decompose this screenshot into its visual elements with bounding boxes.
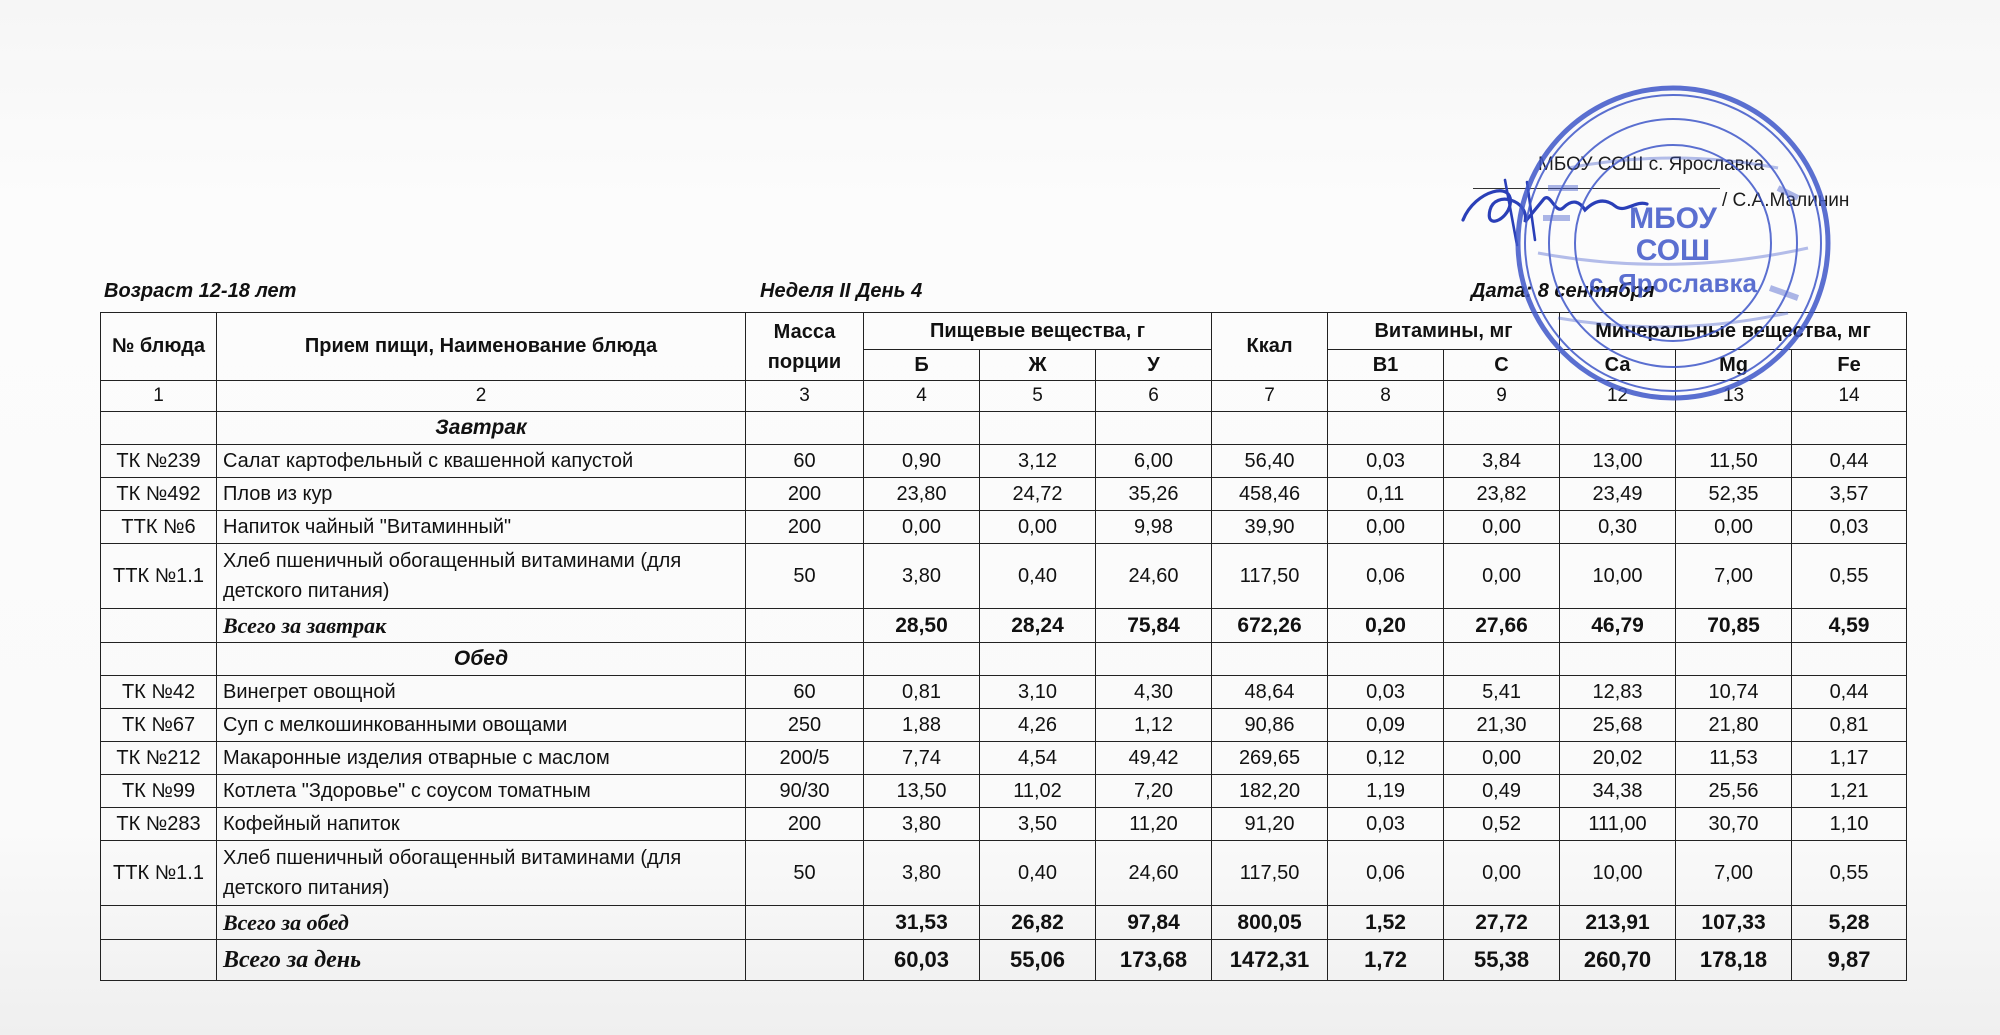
cell-zh: 0,00	[980, 511, 1096, 544]
cell-c: 0,00	[1444, 841, 1560, 906]
cell-c: 0,00	[1444, 511, 1560, 544]
cell-b1: 1,52	[1328, 906, 1444, 940]
table-row	[101, 775, 1907, 808]
cell-mg: 52,35	[1676, 478, 1792, 511]
dish-code: ТК №283	[101, 808, 217, 841]
cell-fe: 0,55	[1792, 544, 1907, 609]
cell-mg: 25,56	[1676, 775, 1792, 808]
cell-kcal: 90,86	[1212, 709, 1328, 742]
cell-u: 9,98	[1096, 511, 1212, 544]
dish-name: Суп с мелкошинкованными овощами	[217, 709, 746, 742]
dish-code: ТТК №1.1	[101, 841, 217, 906]
lunch-total-row	[101, 906, 1907, 940]
cell-u: 1,12	[1096, 709, 1212, 742]
cell-c: 27,66	[1444, 609, 1560, 643]
cell-fe: 1,10	[1792, 808, 1907, 841]
cell-kcal: 39,90	[1212, 511, 1328, 544]
dish-name: Кофейный напиток	[217, 808, 746, 841]
svg-text:с. Ярославка: с. Ярославка	[1589, 268, 1757, 298]
table-row	[101, 841, 1907, 906]
cell-kcal: 800,05	[1212, 906, 1328, 940]
column-number: 1	[101, 381, 217, 412]
cell-c: 0,00	[1444, 742, 1560, 775]
dish-code: ТК №492	[101, 478, 217, 511]
dish-code: ТК №239	[101, 445, 217, 478]
cell-mg: 10,74	[1676, 676, 1792, 709]
cell-zh: 3,12	[980, 445, 1096, 478]
cell-b1: 0,12	[1328, 742, 1444, 775]
dish-code: ТК №212	[101, 742, 217, 775]
age-label: Возраст 12-18 лет	[104, 280, 297, 302]
header-kcal: Ккал	[1212, 313, 1328, 381]
day-total-row	[101, 940, 1907, 981]
header-minerals: Минеральные вещества, мг	[1560, 313, 1907, 350]
section-title: Завтрак	[217, 412, 746, 445]
cell-b: 13,50	[864, 775, 980, 808]
column-number: 3	[746, 381, 864, 412]
cell-kcal: 1472,31	[1212, 940, 1328, 981]
cell-b1: 0,03	[1328, 676, 1444, 709]
cell-kcal: 48,64	[1212, 676, 1328, 709]
cell-kcal: 458,46	[1212, 478, 1328, 511]
cell-u: 6,00	[1096, 445, 1212, 478]
dish-name: Хлеб пшеничный обогащенный витаминами (для детского питания)	[217, 544, 746, 609]
column-number: 13	[1676, 381, 1792, 412]
cell-zh: 0,40	[980, 841, 1096, 906]
cell-b: 3,80	[864, 808, 980, 841]
dish-mass: 200	[746, 808, 864, 841]
cell-kcal: 117,50	[1212, 544, 1328, 609]
cell-b1: 0,11	[1328, 478, 1444, 511]
approval-director: / С.А.Малинин	[1722, 190, 1850, 211]
cell-mg: 21,80	[1676, 709, 1792, 742]
cell-ca: 23,49	[1560, 478, 1676, 511]
cell-zh: 3,10	[980, 676, 1096, 709]
cell-ca: 34,38	[1560, 775, 1676, 808]
dish-code: ТТК №1.1	[101, 544, 217, 609]
cell-ca: 12,83	[1560, 676, 1676, 709]
table-row	[101, 445, 1907, 478]
cell-b: 28,50	[864, 609, 980, 643]
cell-ca: 25,68	[1560, 709, 1676, 742]
cell-c: 5,41	[1444, 676, 1560, 709]
cell-u: 173,68	[1096, 940, 1212, 981]
cell-zh: 4,54	[980, 742, 1096, 775]
cell-ca: 13,00	[1560, 445, 1676, 478]
menu-table	[100, 312, 1907, 981]
header-b1: В1	[1328, 350, 1444, 381]
table-row	[101, 808, 1907, 841]
cell-u: 75,84	[1096, 609, 1212, 643]
dish-mass: 60	[746, 676, 864, 709]
header-dish-no: № блюда	[101, 313, 217, 381]
cell-zh: 26,82	[980, 906, 1096, 940]
cell-b1: 0,03	[1328, 445, 1444, 478]
dish-code: ТТК №6	[101, 511, 217, 544]
cell-mg: 107,33	[1676, 906, 1792, 940]
column-number: 2	[217, 381, 746, 412]
dish-name: Салат картофельный с квашенной капустой	[217, 445, 746, 478]
cell-u: 24,60	[1096, 544, 1212, 609]
cell-kcal: 672,26	[1212, 609, 1328, 643]
section-row-lunch	[101, 643, 1907, 676]
cell-ca: 10,00	[1560, 841, 1676, 906]
week-day-label: Неделя II День 4	[760, 280, 923, 302]
cell-c: 0,52	[1444, 808, 1560, 841]
cell-mg: 11,50	[1676, 445, 1792, 478]
cell-b: 31,53	[864, 906, 980, 940]
cell-b: 23,80	[864, 478, 980, 511]
cell-ca: 213,91	[1560, 906, 1676, 940]
header-u: У	[1096, 350, 1212, 381]
cell-mg: 0,00	[1676, 511, 1792, 544]
cell-b1: 1,19	[1328, 775, 1444, 808]
svg-text:МБОУ: МБОУ	[1629, 202, 1717, 235]
cell-c: 23,82	[1444, 478, 1560, 511]
column-number: 12	[1560, 381, 1676, 412]
table-row	[101, 709, 1907, 742]
cell-b: 60,03	[864, 940, 980, 981]
dish-name: Котлета "Здоровье" с соусом томатным	[217, 775, 746, 808]
cell-b1: 1,72	[1328, 940, 1444, 981]
cell-u: 7,20	[1096, 775, 1212, 808]
column-number: 5	[980, 381, 1096, 412]
cell-c: 0,49	[1444, 775, 1560, 808]
cell-c: 0,00	[1444, 544, 1560, 609]
column-number: 8	[1328, 381, 1444, 412]
header-mg: Mg	[1676, 350, 1792, 381]
cell-ca: 20,02	[1560, 742, 1676, 775]
table-row	[101, 511, 1907, 544]
cell-u: 4,30	[1096, 676, 1212, 709]
cell-fe: 1,21	[1792, 775, 1907, 808]
cell-b: 0,81	[864, 676, 980, 709]
breakfast-total-row	[101, 609, 1907, 643]
dish-mass: 50	[746, 841, 864, 906]
cell-zh: 3,50	[980, 808, 1096, 841]
cell-mg: 7,00	[1676, 841, 1792, 906]
header-b: Б	[864, 350, 980, 381]
header-zh: Ж	[980, 350, 1096, 381]
cell-b: 3,80	[864, 544, 980, 609]
cell-fe: 0,81	[1792, 709, 1907, 742]
cell-b: 0,00	[864, 511, 980, 544]
dish-name: Макаронные изделия отварные с маслом	[217, 742, 746, 775]
cell-zh: 0,40	[980, 544, 1096, 609]
cell-b: 7,74	[864, 742, 980, 775]
cell-c: 3,84	[1444, 445, 1560, 478]
cell-b: 1,88	[864, 709, 980, 742]
cell-b1: 0,03	[1328, 808, 1444, 841]
cell-zh: 24,72	[980, 478, 1096, 511]
dish-mass: 200/5	[746, 742, 864, 775]
cell-mg: 7,00	[1676, 544, 1792, 609]
cell-fe: 0,03	[1792, 511, 1907, 544]
cell-kcal: 91,20	[1212, 808, 1328, 841]
cell-u: 49,42	[1096, 742, 1212, 775]
cell-b1: 0,00	[1328, 511, 1444, 544]
cell-kcal: 56,40	[1212, 445, 1328, 478]
day-total-label: Всего за день	[217, 940, 746, 981]
dish-mass: 250	[746, 709, 864, 742]
section-row-breakfast	[101, 412, 1907, 445]
table-row	[101, 478, 1907, 511]
total-label: Всего за завтрак	[217, 609, 746, 643]
cell-mg: 70,85	[1676, 609, 1792, 643]
cell-b: 3,80	[864, 841, 980, 906]
cell-zh: 4,26	[980, 709, 1096, 742]
cell-b1: 0,06	[1328, 841, 1444, 906]
header-ca: Са	[1560, 350, 1676, 381]
cell-ca: 111,00	[1560, 808, 1676, 841]
cell-fe: 0,44	[1792, 676, 1907, 709]
header-meal-name: Прием пищи, Наименование блюда	[217, 313, 746, 381]
header-fe: Fe	[1792, 350, 1907, 381]
column-number: 6	[1096, 381, 1212, 412]
cell-zh: 11,02	[980, 775, 1096, 808]
column-number: 4	[864, 381, 980, 412]
section-title: Обед	[217, 643, 746, 676]
dish-mass: 200	[746, 478, 864, 511]
header-nutrients: Пищевые вещества, г	[864, 313, 1212, 350]
cell-b1: 0,09	[1328, 709, 1444, 742]
dish-name: Винегрет овощной	[217, 676, 746, 709]
column-number: 14	[1792, 381, 1907, 412]
total-label: Всего за обед	[217, 906, 746, 940]
cell-zh: 55,06	[980, 940, 1096, 981]
table-row	[101, 544, 1907, 609]
table-row	[101, 676, 1907, 709]
column-number: 9	[1444, 381, 1560, 412]
cell-b: 0,90	[864, 445, 980, 478]
cell-fe: 4,59	[1792, 609, 1907, 643]
cell-ca: 46,79	[1560, 609, 1676, 643]
cell-u: 24,60	[1096, 841, 1212, 906]
official-stamp	[1508, 78, 1838, 408]
dish-mass: 200	[746, 511, 864, 544]
svg-text:СОШ: СОШ	[1635, 234, 1711, 267]
column-number: 7	[1212, 381, 1328, 412]
cell-fe: 5,28	[1792, 906, 1907, 940]
dish-code: ТК №67	[101, 709, 217, 742]
cell-c: 27,72	[1444, 906, 1560, 940]
cell-kcal: 117,50	[1212, 841, 1328, 906]
cell-ca: 10,00	[1560, 544, 1676, 609]
cell-kcal: 182,20	[1212, 775, 1328, 808]
date-label: Дата: 8 сентября	[1471, 280, 1655, 302]
table-row	[101, 742, 1907, 775]
cell-b1: 0,06	[1328, 544, 1444, 609]
cell-b1: 0,20	[1328, 609, 1444, 643]
cell-ca: 260,70	[1560, 940, 1676, 981]
dish-name: Напиток чайный "Витаминный"	[217, 511, 746, 544]
cell-fe: 9,87	[1792, 940, 1907, 981]
cell-ca: 0,30	[1560, 511, 1676, 544]
cell-fe: 1,17	[1792, 742, 1907, 775]
cell-u: 97,84	[1096, 906, 1212, 940]
cell-fe: 0,44	[1792, 445, 1907, 478]
dish-code: ТК №99	[101, 775, 217, 808]
cell-zh: 28,24	[980, 609, 1096, 643]
cell-u: 11,20	[1096, 808, 1212, 841]
approval-organization: МБОУ СОШ с. Ярославка	[1538, 154, 1765, 175]
cell-mg: 178,18	[1676, 940, 1792, 981]
cell-c: 21,30	[1444, 709, 1560, 742]
dish-mass: 60	[746, 445, 864, 478]
dish-name: Хлеб пшеничный обогащенный витаминами (для детского питания)	[217, 841, 746, 906]
header-vitamins: Витамины, мг	[1328, 313, 1560, 350]
dish-mass: 90/30	[746, 775, 864, 808]
dish-code: ТК №42	[101, 676, 217, 709]
cell-u: 35,26	[1096, 478, 1212, 511]
cell-mg: 30,70	[1676, 808, 1792, 841]
cell-fe: 0,55	[1792, 841, 1907, 906]
dish-name: Плов из кур	[217, 478, 746, 511]
cell-fe: 3,57	[1792, 478, 1907, 511]
cell-c: 55,38	[1444, 940, 1560, 981]
cell-kcal: 269,65	[1212, 742, 1328, 775]
header-mass: Масса порции	[746, 313, 864, 381]
header-c: С	[1444, 350, 1560, 381]
cell-mg: 11,53	[1676, 742, 1792, 775]
dish-mass: 50	[746, 544, 864, 609]
